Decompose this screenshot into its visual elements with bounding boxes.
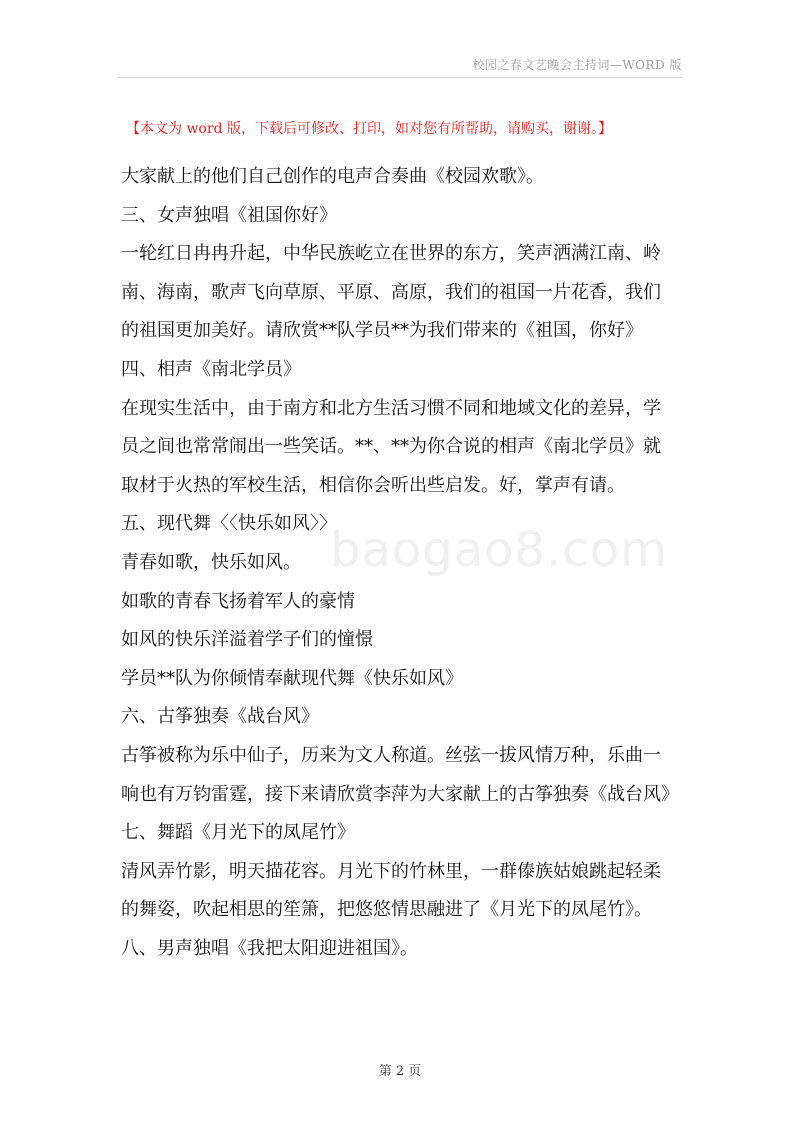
paragraph-line: 员之间也常常闹出一些笑话。**、**为你合说的相声《南北学员》就 — [121, 436, 661, 458]
paragraph-line: 古筝被称为乐中仙子，历来为文人称道。丝弦一拔风情万种，乐曲一 — [121, 744, 661, 766]
purchase-notice: 【本文为 word 版，下载后可修改、打印，如对您有所帮助，请购买，谢谢。】 — [126, 121, 612, 137]
section-heading: 三、女声独唱《祖国你好》 — [121, 204, 337, 226]
paragraph-line: 学员**队为你倾情奉献现代舞《快乐如风》 — [121, 667, 463, 689]
paragraph-line: 取材于火热的军校生活，相信你会听出些启发。好，掌声有请。 — [121, 474, 625, 496]
watermark: baogao8.com — [330, 522, 668, 578]
section-heading: 五、现代舞〈〈快乐如风〉〉 — [121, 513, 337, 535]
paragraph-line: 的祖国更加美好。请欣赏**队学员**为我们带来的《祖国，你好》 — [121, 320, 643, 342]
paragraph-line: 响也有万钧雷霆，接下来请欣赏李萍为大家献上的古筝独奏《战台风》 — [121, 783, 679, 805]
paragraph-line: 清风弄竹影，明天描花容。月光下的竹林里，一群傣族姑娘跳起轻柔 — [121, 860, 661, 882]
paragraph-line: 一轮红日冉冉升起，中华民族屹立在世界的东方，笑声洒满江南、岭 — [121, 243, 661, 265]
paragraph-line: 如风的快乐洋溢着学子们的憧憬 — [121, 629, 373, 651]
section-heading: 七、舞蹈《月光下的凤尾竹》 — [121, 822, 355, 844]
document-body — [121, 158, 691, 968]
section-heading: 八、男声独唱《我把太阳迎进祖国》。 — [121, 937, 418, 959]
section-heading: 六、古筝独奏《战台风》 — [121, 706, 319, 728]
paragraph-line: 青春如歌，快乐如风。 — [121, 551, 301, 573]
paragraph-line: 如歌的青春飞扬着军人的豪情 — [121, 590, 355, 612]
paragraph-line: 南、海南，歌声飞向草原、平原、高原，我们的祖国一片花香，我们 — [121, 281, 661, 303]
paragraph-line: 在现实生活中，由于南方和北方生活习惯不同和地域文化的差异，学 — [121, 397, 661, 419]
section-heading: 四、相声《南北学员》 — [121, 358, 301, 380]
header-title: 校园之春文艺晚会主持词—WORD 版 — [472, 58, 682, 72]
header-rule — [118, 77, 682, 78]
paragraph-line: 大家献上的他们自己创作的电声合奏曲《校园欢歌》。 — [121, 166, 544, 187]
page-number: 第 2 页 — [378, 1064, 422, 1079]
paragraph-line: 的舞姿，吹起相思的笙箫，把悠悠情思融进了《月光下的凤尾竹》。 — [121, 899, 652, 921]
